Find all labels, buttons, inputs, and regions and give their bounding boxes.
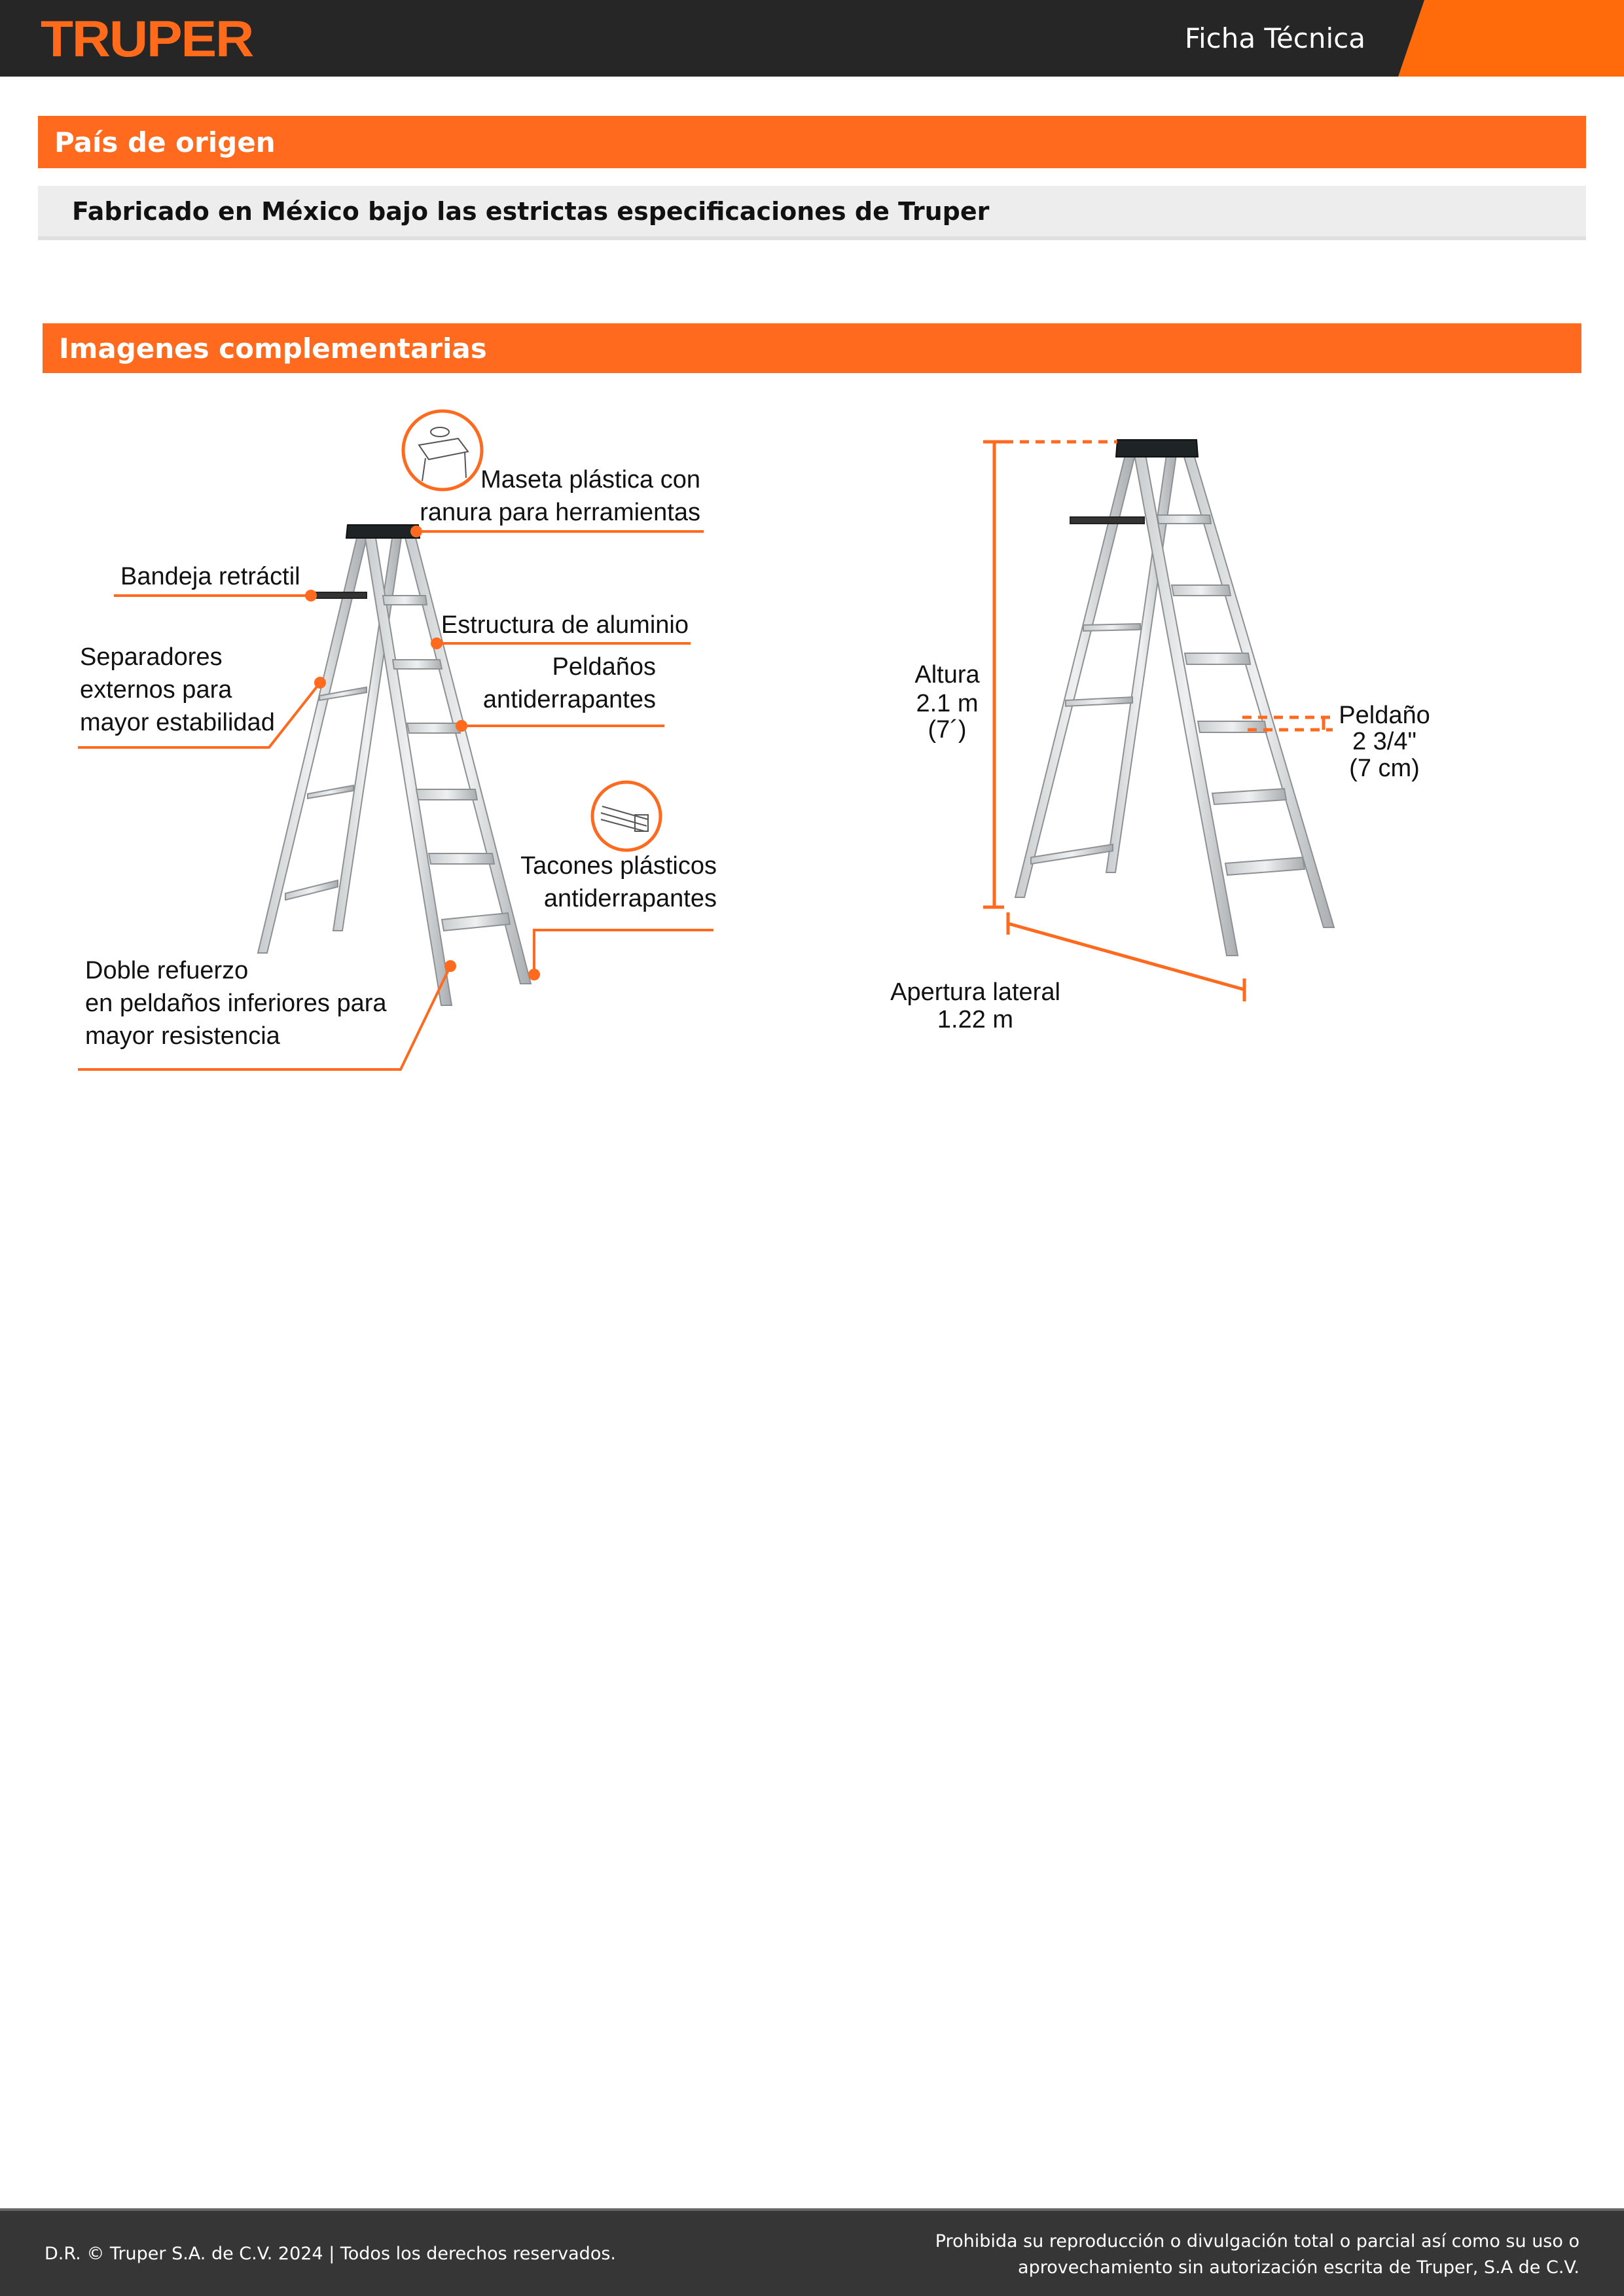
label-refuerzo-1: Doble refuerzo (85, 957, 249, 984)
plastic-feet-icon (601, 806, 648, 831)
label-tacones-1: Tacones plásticos (520, 852, 717, 880)
label-altura: Altura (914, 661, 980, 689)
document-title: Ficha Técnica (1184, 22, 1365, 54)
origin-text: Fabricado en México bajo las estrictas especificaciones de Truper (38, 186, 1586, 240)
label-estructura: Estructura de aluminio (441, 611, 689, 639)
value-apertura: 1.22 m (937, 1006, 1014, 1033)
footer (0, 2208, 1624, 2296)
label-tacones-2: antiderrapantes (543, 885, 717, 912)
ladder-diagrams (0, 0, 1624, 1113)
section-header-origin: País de origen (38, 116, 1586, 168)
label-peldano: Peldaño (1339, 702, 1430, 729)
label-peldanos-1: Peldaños (552, 653, 656, 681)
label-separadores-3: mayor estabilidad (80, 709, 275, 736)
value-altura-ft: (7´) (928, 716, 967, 744)
legal-notice-line-1: Prohibida su reproducción o divulgación total o parcial así como su uso o (935, 2231, 1579, 2251)
legal-notice-line-2: aprovechamiento sin autorización escrita de Truper, S.A de C.V. (1018, 2257, 1579, 2278)
copyright-text: D.R. © Truper S.A. de C.V. 2024 | Todos los derechos reservados. (45, 2244, 616, 2264)
value-altura-m: 2.1 m (916, 690, 979, 717)
label-maseta-1: Maseta plástica con (480, 466, 700, 493)
label-peldanos-2: antiderrapantes (482, 686, 656, 713)
tool-tray-icon (419, 427, 468, 481)
label-maseta-2: ranura para herramientas (420, 499, 700, 526)
legal-notice (935, 2229, 1579, 2281)
section-header-images: Imagenes complementarias (43, 323, 1581, 373)
ladder-illustration-dimensions (1015, 440, 1334, 956)
label-separadores-1: Separadores (80, 643, 223, 671)
label-refuerzo-2: en peldaños inferiores para (85, 990, 387, 1017)
label-refuerzo-3: mayor resistencia (85, 1022, 280, 1050)
value-peldano-in: 2 3/4" (1352, 728, 1417, 755)
label-bandeja: Bandeja retráctil (120, 563, 300, 590)
label-separadores-2: externos para (80, 676, 232, 704)
label-apertura: Apertura lateral (890, 978, 1060, 1006)
truper-logo: TRUPER (41, 10, 253, 67)
value-peldano-cm: (7 cm) (1349, 755, 1420, 782)
ladder-illustration-features (258, 525, 531, 1005)
